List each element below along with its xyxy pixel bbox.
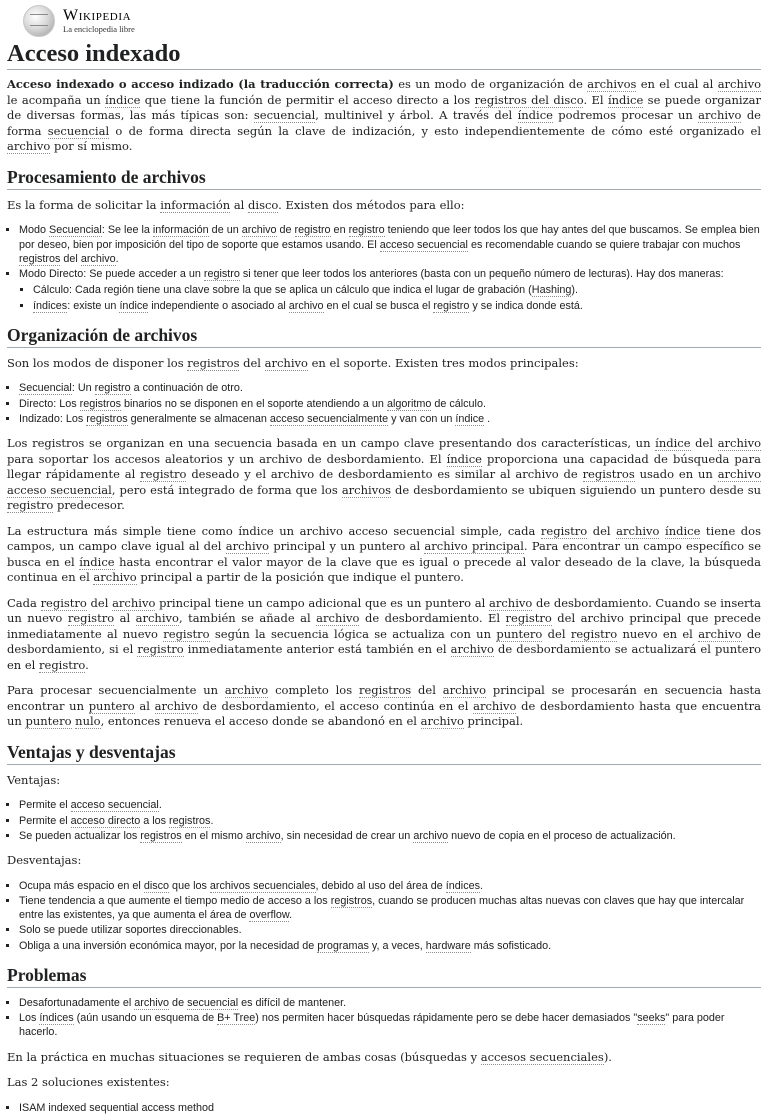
link[interactable]: hardware [425, 939, 471, 952]
link[interactable]: seeks [637, 1012, 666, 1025]
text: , cuando se producen muchas altas nuevas con claves que hay que intercalar entre las existentes, ya que aumenta el área de [19, 894, 745, 922]
text: completo los [268, 683, 359, 698]
paragraph [7, 683, 761, 730]
bullet-list [7, 798, 761, 843]
text: y van con un [388, 412, 456, 425]
text: Para procesar secuencialmente un [7, 683, 225, 698]
link[interactable]: puntero [88, 698, 135, 713]
link[interactable]: registros [140, 829, 182, 842]
text: Obliga a una inversión económica mayor, por la necesidad de [19, 939, 318, 952]
section-heading-procesamiento: Procesamiento de archivos [7, 167, 761, 190]
text: tiene dos campos, un campo clave igual al del [7, 523, 761, 554]
link[interactable]: puntero [25, 714, 72, 729]
list-item [19, 223, 761, 266]
text: Permite el [19, 814, 71, 827]
link[interactable]: registros [330, 894, 373, 907]
text: " para poder hacerlo. [19, 1012, 725, 1039]
text: de desbordamiento hasta que encuentra un [7, 698, 761, 729]
list-item [19, 397, 761, 411]
text: del [60, 252, 81, 265]
link[interactable]: registro [433, 299, 470, 312]
text: le acompaña un [7, 92, 106, 107]
desventajas-label: Desventajas: [7, 853, 82, 868]
link[interactable]: registros del disco [474, 92, 584, 107]
text: del [86, 595, 113, 610]
text: de desbordamiento se ubiquen siguiendo un puntero desde su [391, 482, 762, 497]
link[interactable]: archivo principal [424, 539, 524, 554]
text: Son los modos de disponer los [7, 355, 188, 370]
link[interactable]: archivo [135, 611, 179, 626]
link[interactable]: archivo [288, 299, 324, 312]
wordmark-tagline: La enciclopedia libre [63, 24, 135, 35]
link[interactable]: archivos [341, 482, 392, 497]
wikipedia-globe-logo-icon[interactable] [23, 5, 55, 37]
text: , multinivel y árbol. A través del [315, 108, 518, 123]
list-item [19, 267, 761, 313]
link[interactable]: archivo [264, 355, 308, 370]
link[interactable]: índice [655, 436, 691, 451]
text: de [276, 224, 295, 237]
text: ). [571, 284, 579, 297]
text: principal y un puntero al [269, 539, 425, 554]
paragraph [7, 524, 761, 586]
link[interactable]: registros [86, 412, 128, 425]
text: Solo se puede utilizar soportes direccionables. [19, 924, 242, 937]
link[interactable]: archivo [717, 467, 761, 482]
link[interactable]: archivo [316, 611, 360, 626]
text: podremos procesar un [552, 108, 699, 123]
text: si tener que leer todos los anteriores (basta con un pequeño número de lecturas). Hay dos maneras: [239, 268, 724, 281]
text: en [330, 224, 349, 237]
link[interactable]: registro [540, 523, 588, 538]
link[interactable]: overflow [249, 909, 290, 922]
list-item [19, 923, 761, 937]
text: se puede organizar de diversas formas, las más típicas son: [7, 92, 762, 123]
paragraph [7, 356, 761, 372]
link[interactable]: registro [39, 657, 86, 672]
link[interactable]: índice [105, 92, 141, 107]
link[interactable]: índice [79, 554, 115, 569]
section-heading-problemas: Problemas [7, 965, 761, 988]
section-heading-organizacion: Organización de archivos [7, 325, 761, 348]
text: del [411, 683, 443, 698]
link[interactable]: registros [169, 814, 211, 827]
link[interactable]: registro [203, 268, 240, 281]
text: Modo [19, 224, 50, 237]
link[interactable]: índice [517, 108, 553, 123]
text: : Se lee la [101, 224, 153, 237]
link[interactable]: programas [317, 939, 369, 952]
link[interactable]: índices [445, 879, 480, 892]
ventajas-label: Ventajas: [7, 772, 61, 787]
link[interactable]: B+ Tree [217, 1012, 256, 1025]
text: . [85, 657, 89, 672]
text: . El [583, 92, 608, 107]
text: principal tiene un campo adicional que es un puntero al [155, 595, 490, 610]
link[interactable]: índices [33, 299, 68, 312]
sub-list [19, 283, 761, 313]
list-item [19, 814, 761, 828]
text: al [230, 197, 249, 212]
text: del archivo principal que precede inmediatamente al nuevo [7, 611, 761, 641]
text: , sin necesidad de crear un [280, 829, 414, 842]
text: , pero está integrado de forma que los [111, 482, 342, 497]
list-item [19, 879, 761, 893]
list-item [19, 996, 761, 1010]
text: que tiene la función de permitir el acceso directo a los [140, 92, 475, 107]
link[interactable]: índice [607, 92, 644, 107]
text: proporciona una capacidad de búsqueda para llegar rápidamente al [7, 451, 762, 482]
link[interactable]: registro [137, 642, 184, 657]
link[interactable]: archivos secuenciales [209, 879, 316, 892]
link[interactable]: índice [119, 299, 149, 312]
link[interactable]: registro [140, 467, 187, 482]
text: que los [169, 879, 210, 892]
paragraph [7, 596, 761, 674]
text: , entonces renueva el acceso donde se abandonó en el [100, 714, 421, 729]
link[interactable]: índice [455, 412, 485, 425]
text: de desbordamiento. Cuando se inserta un nuevo [7, 595, 761, 626]
link[interactable]: Secuencial [49, 224, 102, 237]
text: de desbordamiento, el acceso continúa en el [197, 698, 474, 713]
link[interactable]: archivo [473, 698, 517, 713]
text: . [158, 799, 162, 812]
text: Se pueden actualizar los [19, 829, 141, 842]
link[interactable]: archivo [420, 714, 464, 729]
text: del [587, 523, 617, 538]
text: . [210, 814, 214, 827]
text: de forma [7, 108, 761, 138]
text: en el mismo [181, 829, 246, 842]
text: a los [140, 814, 170, 827]
section-heading-ventajas: Ventajas y desventajas [7, 742, 761, 765]
link[interactable]: accesos secuenciales [480, 1049, 604, 1064]
text: Las 2 soluciones existentes: [7, 1075, 170, 1090]
link[interactable]: archivo [450, 642, 494, 657]
paragraph [7, 198, 761, 214]
text: ISAM indexed sequential access method [19, 1101, 215, 1114]
text: de desbordamiento se actualizará el puntero en el [7, 642, 761, 672]
link[interactable]: registro [570, 626, 618, 641]
text: del [542, 626, 571, 641]
link[interactable]: archivo [241, 224, 277, 237]
link[interactable]: índices [39, 1012, 74, 1025]
link[interactable]: disco [248, 197, 279, 212]
wordmark-title[interactable]: Wikipedia [63, 7, 132, 25]
text: binarios no se disponen en el soporte atendiendo a un [121, 397, 387, 410]
link[interactable]: registro [67, 611, 115, 626]
text: al [114, 611, 136, 626]
link[interactable]: registros [358, 683, 412, 698]
text: , debido al uso del área de [315, 879, 446, 892]
link[interactable]: acceso directo [70, 814, 141, 827]
link[interactable]: acceso secuencial [70, 799, 159, 812]
link[interactable]: archivo [154, 698, 198, 713]
text: para soportar los accesos aleatorios y un archivo de desbordamiento. El [7, 451, 447, 466]
link[interactable]: archivo [442, 683, 487, 698]
text: Desafortunadamente el [19, 996, 135, 1009]
text: : Un [71, 382, 95, 395]
text: del [239, 355, 265, 370]
link[interactable]: archivo [698, 108, 742, 123]
link[interactable]: acceso secuencial [7, 482, 112, 497]
link[interactable]: archivo [7, 139, 51, 154]
link[interactable]: acceso secuencial [379, 238, 468, 251]
link[interactable]: registro [94, 382, 131, 395]
text: ) nos permiten hacer búsquedas rápidamente pero se debe hacer demasiados " [255, 1012, 638, 1025]
text: (aún usando un esquema de [73, 1012, 218, 1025]
link[interactable]: disco [143, 879, 170, 892]
text: de desbordamiento. El [359, 611, 506, 626]
link[interactable]: algoritmo [386, 397, 432, 410]
link[interactable]: información [160, 197, 231, 212]
bullet-list [7, 996, 761, 1040]
text: según la secuencia lógica se actualiza con un [209, 626, 497, 641]
text: predecesor. [53, 498, 125, 513]
list-item [19, 798, 761, 812]
intro-bold: Acceso indexado o acceso indizado (la traducción correcta) [7, 77, 394, 92]
text: de cálculo. [431, 397, 486, 410]
link[interactable]: registros [187, 355, 240, 370]
link[interactable]: información [152, 224, 209, 237]
link[interactable]: archivo [717, 436, 761, 451]
text: es difícil de mantener. [238, 996, 347, 1009]
text: Cálculo: Cada región tiene una clave sobre la que se aplica un cálculo que indica el lugar de grabación ( [33, 284, 532, 297]
list-item [33, 299, 761, 313]
link[interactable]: archivo [489, 595, 533, 610]
link[interactable]: registro [505, 611, 552, 626]
link[interactable]: índice [665, 523, 701, 538]
link[interactable]: secuencial [47, 123, 110, 138]
link[interactable]: archivo [245, 829, 281, 842]
text: Directo: Los [19, 397, 80, 410]
text: . [484, 412, 491, 425]
link[interactable]: Hashing [531, 284, 572, 297]
bullet-list [7, 223, 761, 313]
text: principal se procesarán en secuencia hasta encontrar un [7, 683, 761, 713]
text: nuevo de copia en el proceso de actualización. [448, 829, 676, 842]
text: Tiene tendencia a que aumente el tiempo medio de acceso a los [19, 894, 331, 907]
text: de [169, 996, 188, 1009]
link[interactable]: índice [446, 451, 482, 466]
link[interactable]: archivo [93, 570, 137, 585]
link[interactable]: archivo [225, 539, 270, 554]
text: Permite el [19, 799, 71, 812]
wordmark[interactable] [63, 8, 135, 34]
paragraph [7, 1075, 761, 1091]
text: Los [19, 1012, 40, 1025]
link[interactable]: registro [163, 626, 210, 641]
list-item [19, 894, 761, 923]
text: y se indica donde está. [469, 299, 583, 312]
text: es recomendable cuando se quiere trabajar con muchos [467, 238, 741, 251]
text: principal. [463, 714, 524, 729]
list-item [19, 1101, 761, 1115]
text: deseado y el archivo de desbordamiento es similar al archivo de [186, 467, 583, 482]
link[interactable]: archivo [616, 523, 660, 538]
link[interactable]: puntero [496, 626, 543, 641]
link[interactable]: registro [40, 595, 87, 610]
text: de desbordamiento, si el [7, 626, 761, 657]
text: Modo Directo: Se puede acceder a un [19, 268, 204, 281]
text: nuevo en el [617, 626, 699, 641]
link[interactable]: registro [7, 498, 54, 513]
link[interactable]: secuencial [253, 108, 316, 123]
paragraph [7, 1050, 761, 1066]
text: o de forma directa según la clave de indización, y esto independientemente de cómo esté organizado el [109, 123, 762, 138]
link[interactable]: archivo [112, 595, 156, 610]
text: de un [208, 224, 242, 237]
paragraph [7, 436, 761, 514]
text: usado en un [634, 467, 718, 482]
text: en el soporte. Existen tres modos principales: [307, 355, 579, 370]
bullet-list [7, 381, 761, 426]
text: inmediatamente anterior está también en el [183, 642, 451, 657]
link[interactable]: archivo [224, 683, 269, 698]
list-item [19, 1011, 761, 1040]
link[interactable]: archivo [717, 77, 761, 92]
bullet-list [7, 879, 761, 953]
text: en el cual se busca el [323, 299, 434, 312]
text: del [690, 436, 718, 451]
text: y, a veces, [368, 939, 426, 952]
link[interactable]: registro [348, 224, 385, 237]
text: Es la forma de solicitar la [7, 197, 161, 212]
text: generalmente se almacenan [127, 412, 270, 425]
text: Cada [7, 595, 41, 610]
page-title: Acceso indexado [7, 40, 761, 70]
list-item [19, 381, 761, 395]
list-item [19, 412, 761, 426]
text: principal a partir de la posición que indique el puntero. [136, 570, 464, 585]
text: Ocupa más espacio en el [19, 879, 144, 892]
link[interactable]: Secuencial [19, 382, 72, 395]
link[interactable]: nulo [75, 714, 101, 729]
text: por sí mismo. [50, 139, 133, 154]
link[interactable]: archivo [413, 829, 449, 842]
intro-paragraph [7, 77, 761, 155]
link[interactable]: acceso secuencialmente [269, 412, 389, 425]
text: teniendo que leer todos los que hay antes del que buscamos. Se emplea bien por deseo, bien por imposición del tipo de soporte que estamos usando. El [19, 224, 760, 251]
text: . [289, 909, 293, 922]
text: . [480, 879, 483, 892]
text: hasta encontrar el valor mayor de la clave que es igual o precede al valor deseado de la clave, la búsqueda continua en el [7, 554, 761, 585]
text: al [134, 698, 155, 713]
text: Indizado: Los [19, 412, 87, 425]
link[interactable]: registro [294, 224, 331, 237]
text: es un modo de organización de [393, 77, 588, 92]
text: independiente o asociado al [148, 299, 289, 312]
text: ). [603, 1049, 612, 1064]
list-item [19, 939, 761, 953]
text: En la práctica en muchas situaciones se requieren de ambas cosas (búsquedas y [7, 1049, 481, 1064]
text: . Existen dos métodos para ello: [278, 197, 465, 212]
text: , también se añade al [178, 611, 317, 626]
text: : existe un [67, 299, 120, 312]
text: . Para encontrar un campo específico se busca en el [7, 539, 762, 569]
text: . [115, 252, 119, 265]
text: más sofisticado. [470, 939, 552, 952]
link[interactable]: registros [19, 252, 61, 265]
link[interactable]: registros [582, 467, 635, 482]
list-item [33, 283, 761, 297]
text: en el cual al [636, 77, 718, 92]
link[interactable]: archivo [80, 252, 116, 265]
list-item [19, 829, 761, 843]
link[interactable]: registros [79, 397, 122, 410]
site-header [7, 6, 761, 36]
text: La estructura más simple tiene como índice un archivo acceso secuencial simple, cada [7, 523, 541, 538]
text: Los registros se organizan en una secuencia basada en un campo clave presentando dos características, un [7, 436, 656, 451]
text: a continuación de otro. [130, 382, 243, 395]
bullet-list [7, 1101, 761, 1115]
link[interactable]: secuencial [187, 996, 239, 1009]
link[interactable]: archivo [134, 996, 170, 1009]
link[interactable]: archivos [587, 77, 637, 92]
link[interactable]: archivo [698, 626, 742, 641]
